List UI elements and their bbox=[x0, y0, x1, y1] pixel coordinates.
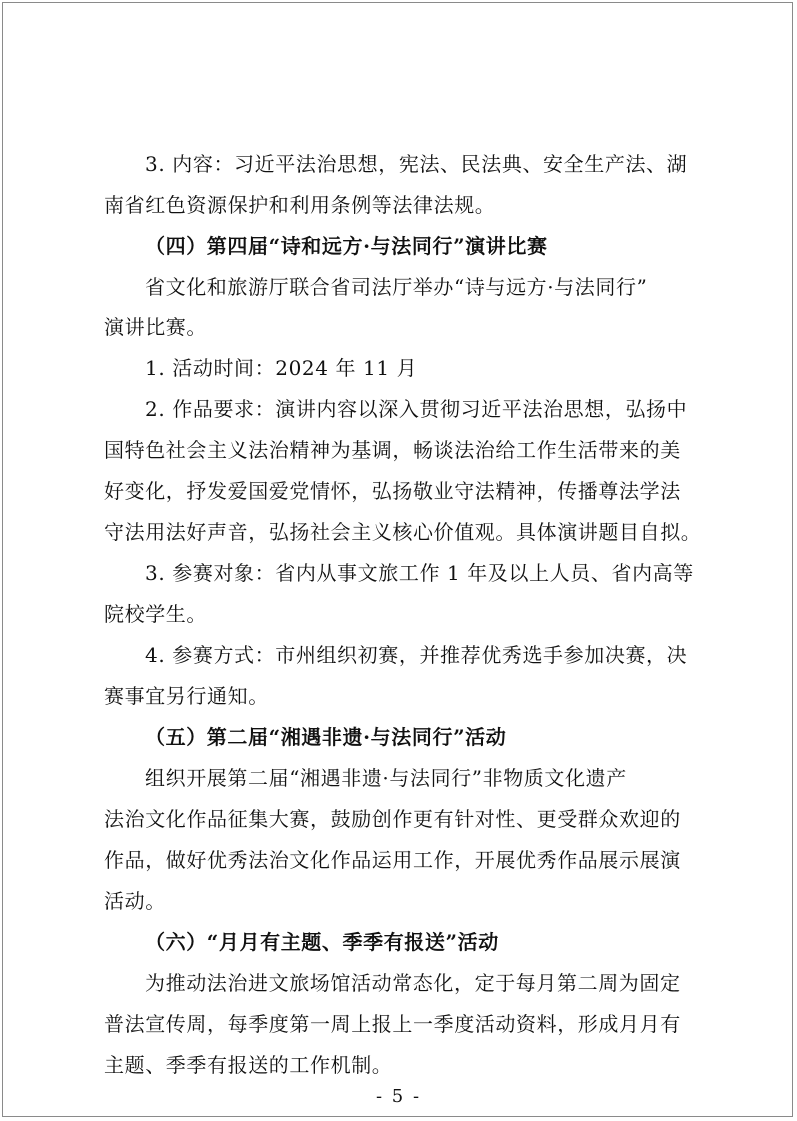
paragraph-line: 省文化和旅游厅联合省司法厅举办“诗与远方·与法同行” bbox=[145, 275, 648, 299]
paragraph-line: 作品，做好优秀法治文化作品运用工作，开展优秀作品展示展演 bbox=[104, 848, 681, 872]
page-number: - 5 - bbox=[375, 1086, 422, 1107]
item-content-line-1: 3. 内容：习近平法治思想，宪法、民法典、安全生产法、湖 bbox=[145, 152, 688, 176]
paragraph-line: 组织开展第二届“湘遇非遗·与法同行”非物质文化遗产 bbox=[145, 766, 627, 790]
item-requirements-line-4: 守法用法好声音，弘扬社会主义核心价值观。具体演讲题目自拟。 bbox=[104, 520, 702, 544]
paragraph-line: 演讲比赛。 bbox=[104, 315, 207, 339]
section-heading-4: （四）第四届“诗和远方·与法同行”演讲比赛 bbox=[145, 234, 548, 258]
section-heading-5: （五）第二届“湘遇非遗·与法同行”活动 bbox=[145, 725, 507, 749]
paragraph-line: 普法宣传周，每季度第一周上报上一季度活动资料，形成月月有 bbox=[104, 1012, 681, 1036]
item-requirements-line-1: 2. 作品要求：演讲内容以深入贯彻习近平法治思想，弘扬中 bbox=[145, 397, 688, 421]
section-heading-6: （六）“月月有主题、季季有报送”活动 bbox=[145, 930, 499, 954]
item-requirements-line-3: 好变化，抒发爱国爱党情怀，弘扬敬业守法精神，传播尊法学法 bbox=[104, 479, 681, 503]
paragraph-line: 活动。 bbox=[104, 889, 166, 913]
item-requirements-line-2: 国特色社会主义法治精神为基调，畅谈法治给工作生活带来的美 bbox=[104, 438, 681, 462]
paragraph-line: 主题、季季有报送的工作机制。 bbox=[104, 1053, 393, 1077]
item-method-line-1: 4. 参赛方式：市州组织初赛，并推荐优秀选手参加决赛，决 bbox=[145, 643, 688, 667]
paragraph-line: 法治文化作品征集大赛，鼓励创作更有针对性、更受群众欢迎的 bbox=[104, 807, 681, 831]
item-activity-time: 1. 活动时间：2024 年 11 月 bbox=[145, 356, 418, 380]
paragraph-line: 为推动法治进文旅场馆活动常态化，定于每月第二周为固定 bbox=[145, 971, 681, 995]
item-content-line-2: 南省红色资源保护和利用条例等法律法规。 bbox=[104, 193, 496, 217]
item-participants-line-2: 院校学生。 bbox=[104, 602, 207, 626]
item-method-line-2: 赛事宜另行通知。 bbox=[104, 684, 269, 708]
item-participants-line-1: 3. 参赛对象：省内从事文旅工作 1 年及以上人员、省内高等 bbox=[145, 561, 694, 585]
